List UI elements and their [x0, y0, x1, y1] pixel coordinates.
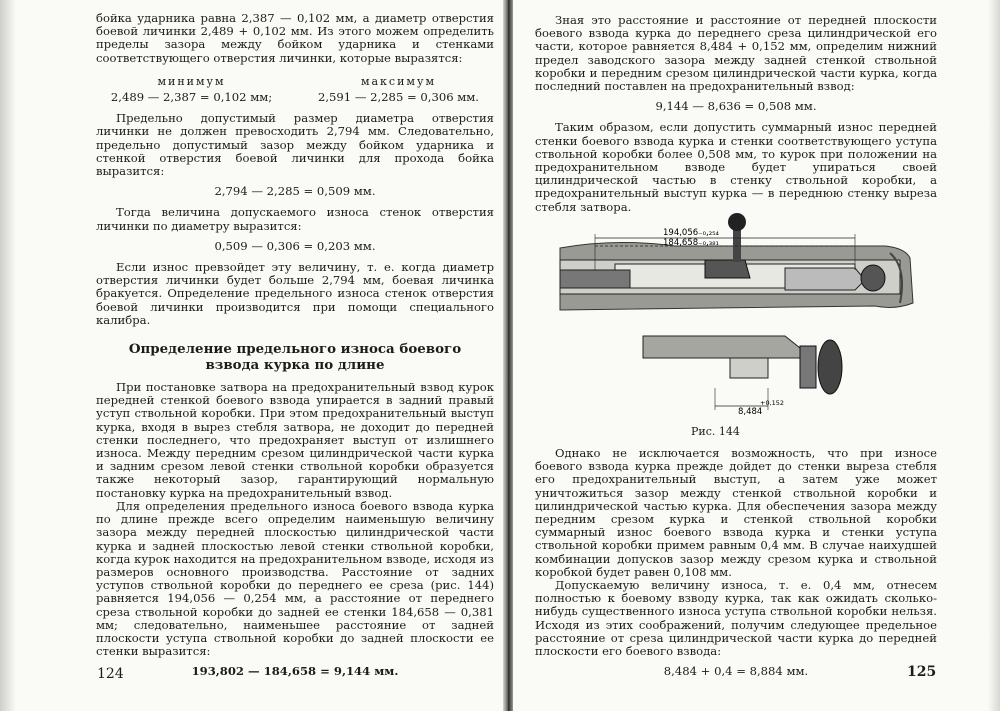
- left-paragraph-4: Если износ превзойдет эту величину, т. е. когда диаметр отверстия личинки будет больше 2,794 мм, боевая личинка бракуется. Определение предельного износа стенок отверстия боевой личинки производится при помощи специального калибра.: [96, 260, 494, 327]
- left-formula-4: 193,802 — 184,658 = 9,144 мм.: [191, 664, 399, 679]
- maximum-formula: 2,591 — 2,285 = 0,306 мм.: [317, 90, 479, 105]
- left-page-number: 124: [97, 666, 124, 682]
- left-paragraph-1: бойка ударника равна 2,387 — 0,102 мм, а диаметр отверстия боевой личинки 2,489 + 0,102 мм. Из этого можем определить пределы зазора между бойком ударника и стенками соответствующего отверстия личинки, которые выразятся:: [96, 11, 494, 65]
- left-paragraph-5: При постановке затвора на предохранительный взвод курок передней стенкой боевого взвода упирается в задний правый уступ ствольной коробки. При этом предохранительный выступ курка, входя в вырез стебля затвора, не доходит до передней стенки последнего, что предохраняет выступ от излишнего износа. Между передним срезом цилиндрической части курка и задним срезом левой стенки ствольной коробки образуется также некоторый зазор, гарантирующий нормальную постановку курка на предохранительный взвод.: [96, 380, 494, 500]
- dimension-label-8484: 8,484: [738, 407, 763, 417]
- section-heading: Определение предельного износа боевого взвода курка по длине: [128, 341, 462, 374]
- left-formula-3: 0,509 — 0,306 = 0,203 мм.: [214, 238, 376, 253]
- right-text-column-bottom: [535, 447, 937, 686]
- dimension-label-194: 194,056₋₀,₂₅₄: [663, 228, 719, 238]
- figure-144-drawing: [555, 208, 915, 443]
- hammer-part: [643, 336, 842, 410]
- left-paragraph-6: Для определения предельного износа боевого взвода курка по длине прежде всего определим наименьшую величину зазора между передней плоскостью цилиндрической части курка и задней плоскостью левой стенки ствольной коробки, когда курок находится на предохранительном взводе, исходя из размеров основного производства. Расстояние от задних уступов ствольной коробки до переднего ее среза (рис. 144) равняется 194,056 — 0,254 мм, а расстояние от переднего среза ствольной коробки до задней ее стенки 184,658 — 0,381 мм; следовательно, наименьшее расстояние от задней плоскости уступа ствольной коробки до задней плоскости ее стенки выразится:: [96, 498, 494, 659]
- left-paragraph-3: Тогда величина допускаемого износа стенок отверстия личинки по диаметру выразится:: [96, 205, 494, 233]
- right-formula-2: 8,484 + 0,4 = 8,884 мм.: [663, 664, 809, 679]
- dimension-label-8484-tolerance: +0,152: [760, 399, 785, 407]
- maximum-label: максимум: [360, 74, 437, 88]
- maximum-block: [303, 75, 494, 104]
- right-formula-1: 9,144 — 8,636 = 0,508 мм.: [655, 99, 817, 114]
- right-paragraph-2: Таким образом, если допустить суммарный износ передней стенки боевого взвода курка и стенки соответствующего уступа ствольной коробки более 0,508 мм, то курок при положении на предохранительном взводе будет упираться своей цилиндрической частью в стенку ствольной коробки, а предохранительный выступ курка — в переднюю стенку выреза стебля затвора.: [535, 120, 937, 214]
- right-paragraph-1: Зная это расстояние и расстояние от передней плоскости боевого взвода курка до переднего среза цилиндрической его части, которое равняется 8,484 + 0,152 мм, определим нижний предел заводского зазора между задней стенкой ствольной коробки и передним срезом цилиндрической части курка, когда последний поставлен на предохранительный взвод:: [535, 13, 937, 94]
- book-spine: [503, 0, 513, 711]
- left-formula-2: 2,794 — 2,285 = 0,509 мм.: [214, 184, 376, 199]
- receiver-assembly: [560, 213, 913, 310]
- right-page-number: 125: [907, 664, 937, 680]
- minimum-block: [96, 75, 287, 104]
- left-page-edge: [0, 0, 16, 711]
- right-paragraph-4: Допускаемую величину износа, т. е. 0,4 мм, отнесем полностью к боевому взводу курка, так как ожидать сколько-нибудь существенного износа уступа ствольной коробки нельзя. Исходя из этих соображений, получим следующее предельное расстояние от среза цилиндрической части курка до передней плоскости его боевого взвода:: [535, 578, 937, 659]
- dimension-label-184: 184,658₋₀,₃₈₁: [663, 238, 719, 248]
- left-text-column: [96, 12, 494, 687]
- figure-caption: Рис. 144: [691, 425, 740, 438]
- right-text-column-top: [535, 14, 937, 214]
- right-page-edge: [988, 0, 1000, 711]
- right-paragraph-3: Однако не исключается возможность, что при износе боевого взвода курка прежде дойдет до стенки выреза стебля его предохранительный выступ, а затем уже может уничтожиться зазор между стенкой ствольной коробки и цилиндрической частью курка. Для обеспечения зазора между передним срезом курка и стенкой ствольной коробки суммарный износ боевого взвода курка и стенки уступа ствольной коробки примем равным 0,4 мм. В случае наихудшей комбинации допусков зазор между срезом курка и ствольной коробкой будет равен 0,108 мм.: [535, 446, 937, 579]
- min-max-formulas: [96, 75, 494, 104]
- minimum-formula: 2,489 — 2,387 = 0,102 мм;: [110, 90, 273, 105]
- left-paragraph-2: Предельно допустимый размер диаметра отверстия личинки не должен превосходить 2,794 мм. Следовательно, предельно допустимый зазор между бойком ударника и стенкой отверстия боевой личинки для прохода бойка выразится:: [96, 111, 494, 179]
- minimum-label: минимум: [157, 74, 226, 88]
